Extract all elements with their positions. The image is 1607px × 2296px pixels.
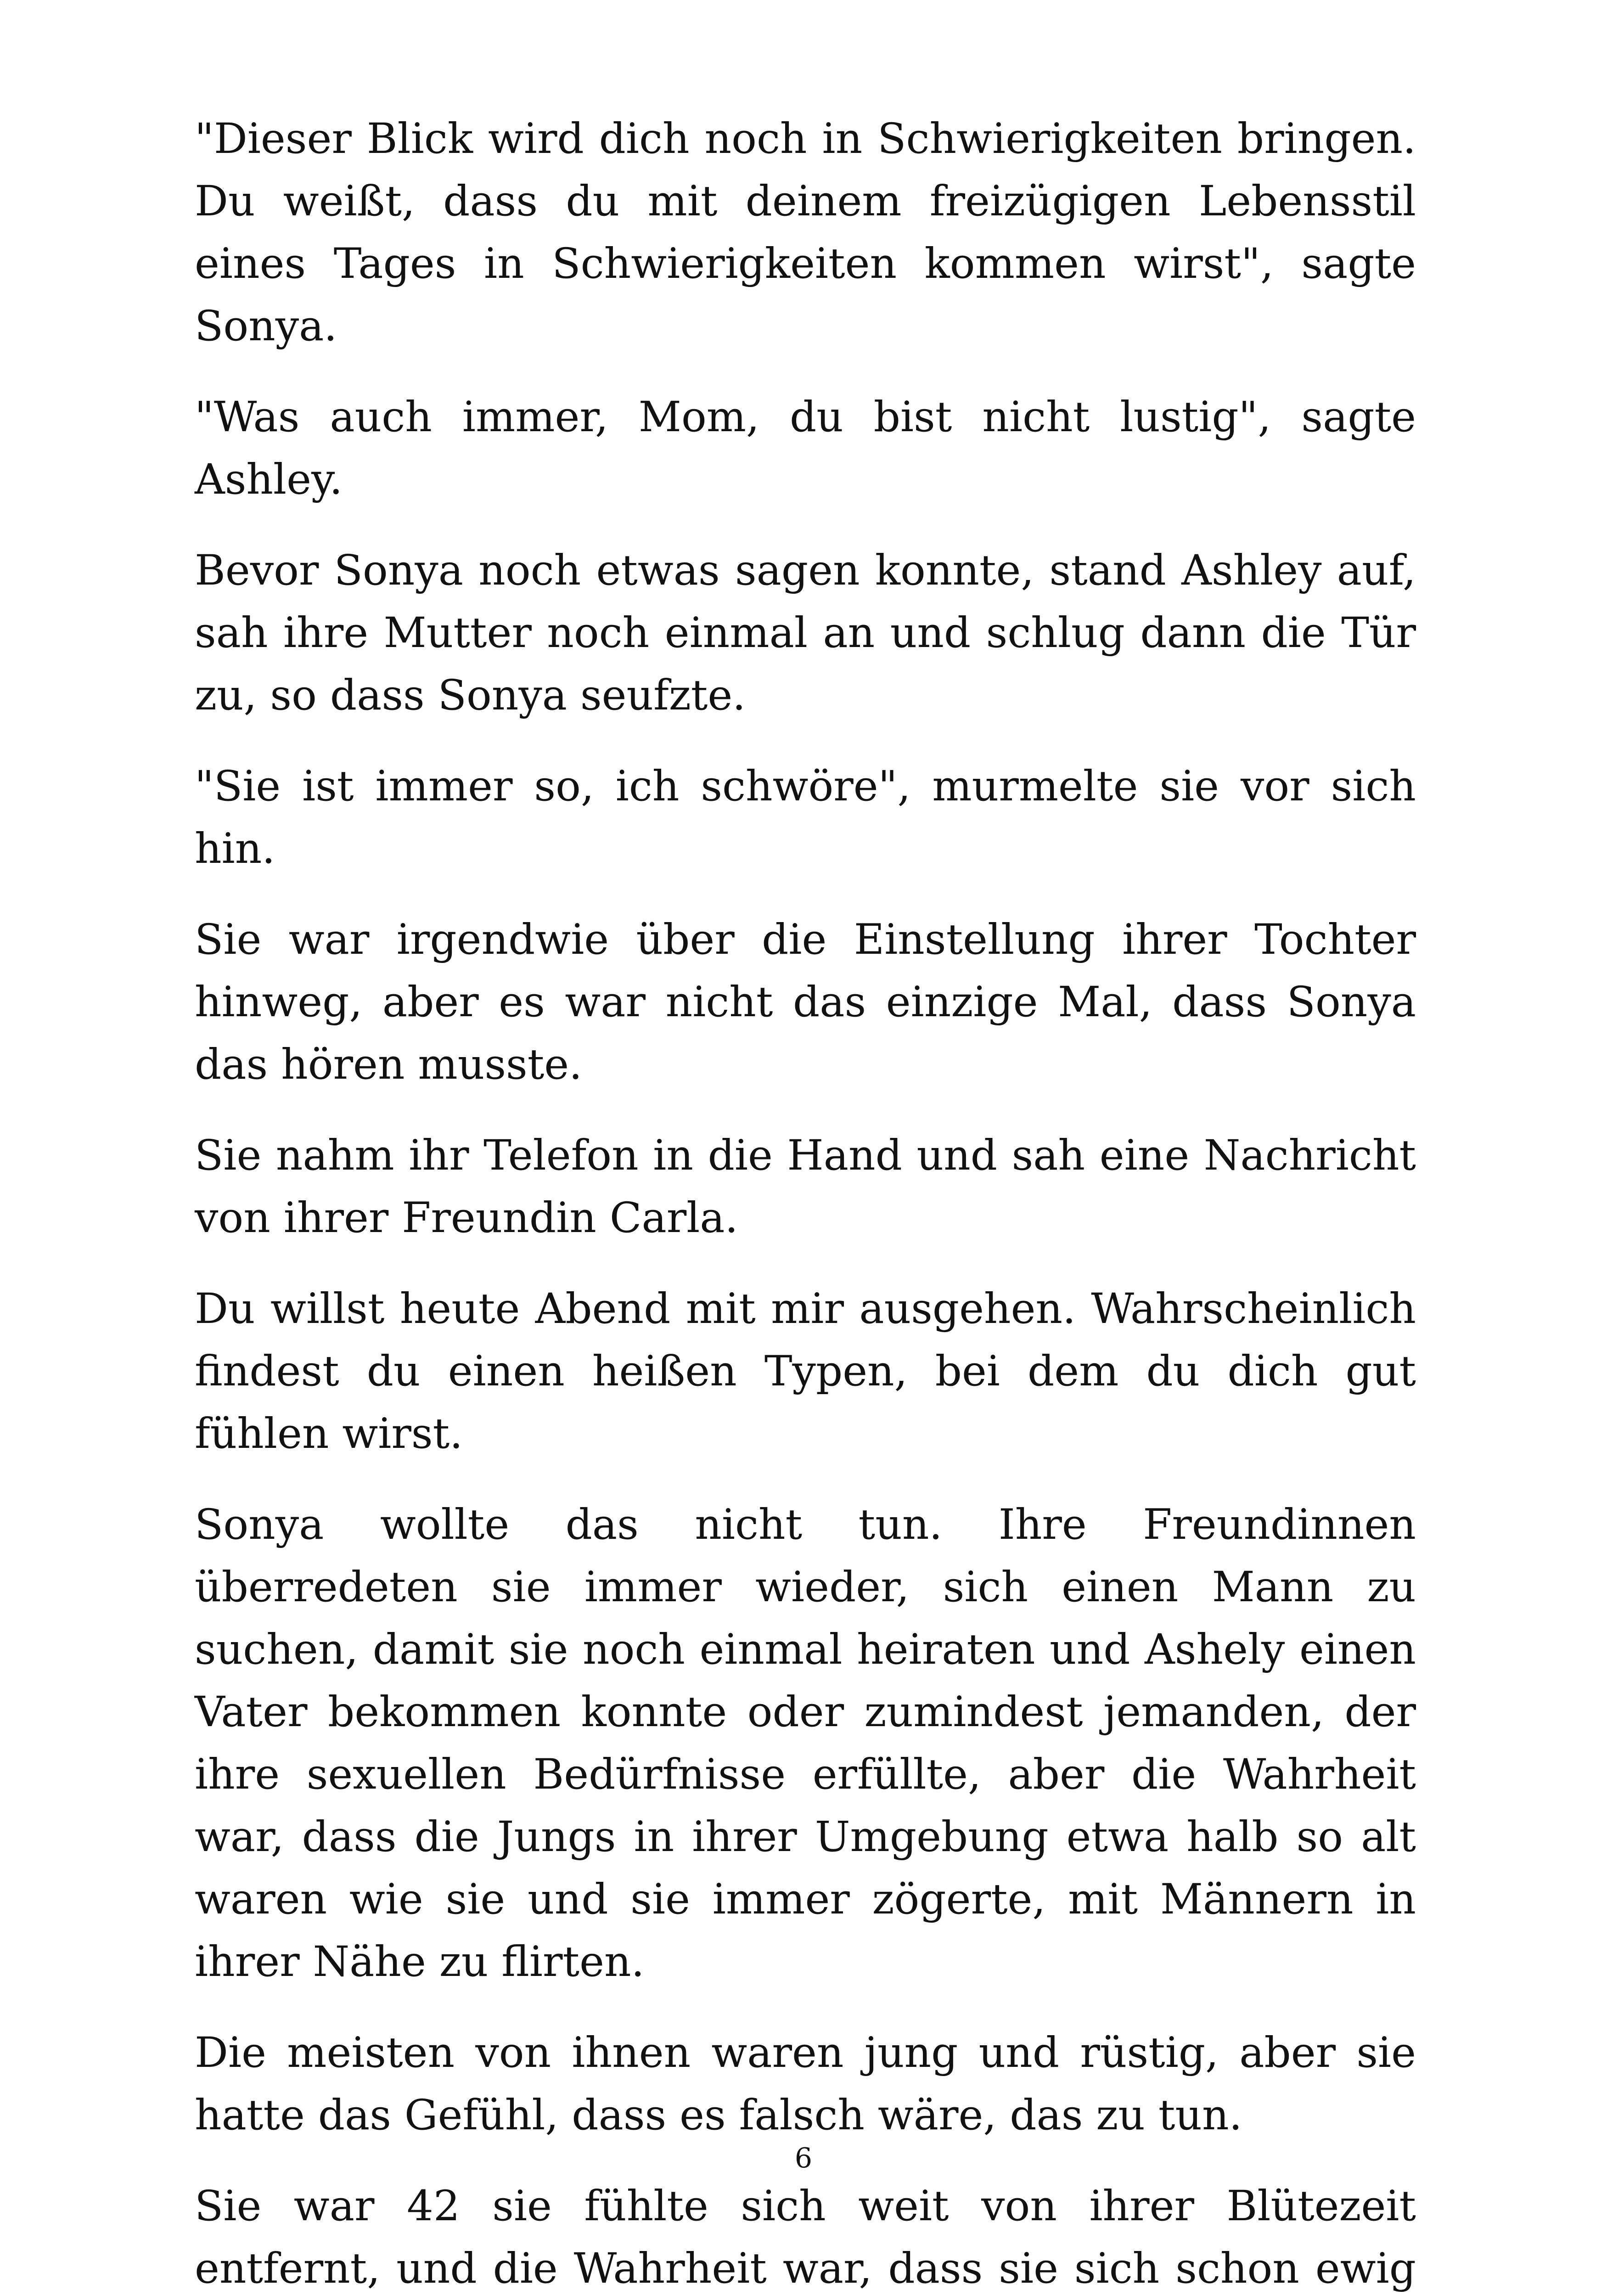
paragraph-2: "Was auch immer, Mom, du bist nicht lustig", sagte Ashley.	[195, 393, 1416, 504]
page-number: 6	[794, 2142, 813, 2174]
paragraph-9: Die meisten von ihnen waren jung und rüstig, aber sie hatte das Gefühl, dass es falsch wäre, das zu tun.	[195, 2029, 1416, 2139]
paragraph-6: Sie nahm ihr Telefon in die Hand und sah eine Nachricht von ihrer Freundin Carla.	[195, 1131, 1416, 1242]
paragraph-5: Sie war irgendwie über die Einstellung ihrer Tochter hinweg, aber es war nicht das einzige Mal, dass Sonya das hören musste.	[195, 916, 1416, 1089]
paragraph-3: Bevor Sonya noch etwas sagen konnte, stand Ashley auf, sah ihre Mutter noch einmal an und schlug dann die Tür zu, so dass Sonya seufzte.	[195, 546, 1416, 720]
page-body	[195, 108, 1416, 2296]
paragraph-4: "Sie ist immer so, ich schwöre", murmelte sie vor sich hin.	[195, 762, 1416, 873]
paragraph-7: Du willst heute Abend mit mir ausgehen. Wahrscheinlich findest du einen heißen Typen, bei dem du dich gut fühlen wirst.	[195, 1285, 1416, 1458]
paragraph-10: Sie war 42 sie fühlte sich weit von ihrer Blütezeit entfernt, und die Wahrheit war, dass sie sich schon ewig	[195, 2182, 1416, 2293]
paragraph-1: "Dieser Blick wird dich noch in Schwierigkeiten bringen. Du weißt, dass du mit deinem freizügigen Lebensstil eines Tages in Schwierigkeiten kommen wirst", sagte Sonya.	[195, 115, 1416, 350]
paragraph-8: Sonya wollte das nicht tun. Ihre Freundinnen überredeten sie immer wieder, sich einen Mann zu suchen, damit sie noch einmal heiraten und Ashely einen Vater bekommen konnte oder zumindest jemanden, der ihre sexuellen Bedürfnisse erfüllte, aber die Wahrheit war, dass die Jungs in ihrer Umgebung etwa halb so alt waren wie sie und sie immer zögerte, mit Männern in ihrer Nähe zu flirten.	[195, 1501, 1416, 1986]
